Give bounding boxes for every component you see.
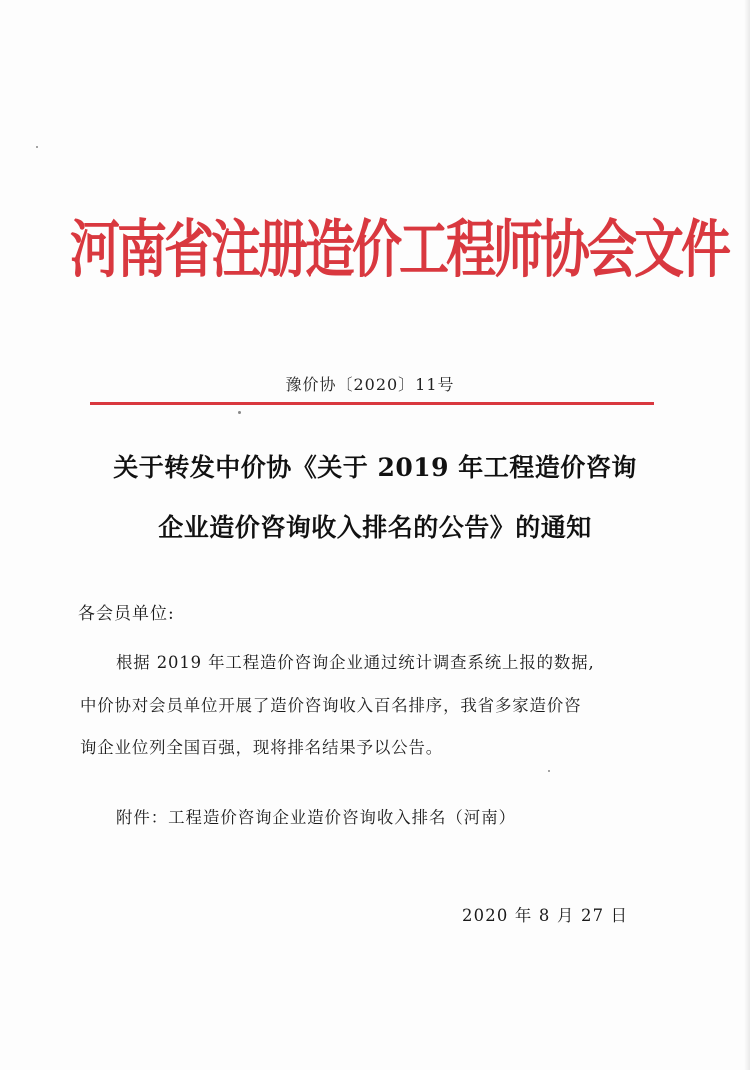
scan-speck <box>36 146 38 148</box>
body-line-2: 中价协对会员单位开展了造价咨询收入百名排序，我省多家造价咨 <box>80 695 582 715</box>
page-edge-shadow <box>744 0 750 1070</box>
document-title-line-2: 企业造价咨询收入排名的公告》的通知 <box>158 513 592 542</box>
issue-date: 2020 年 8 月 27 日 <box>462 906 629 925</box>
body-line-1: 根据 2019 年工程造价咨询企业通过统计调查系统上报的数据, <box>116 653 595 672</box>
body-line-3: 询企业位列全国百强，现将排名结果予以公告。 <box>80 738 444 757</box>
scan-speck <box>238 411 241 414</box>
salutation: 各会员单位: <box>78 604 175 624</box>
red-divider-rule <box>90 402 654 405</box>
document-number: 豫价协〔2020〕11号 <box>285 375 455 394</box>
issuer-header-title: 河南省注册造价工程师协会文件 <box>70 213 728 286</box>
attachment-line: 附件：工程造价咨询企业造价咨询收入排名（河南） <box>116 808 516 827</box>
scan-speck <box>548 770 550 772</box>
document-title-line-1: 关于转发中价协《关于 2019 年工程造价咨询 <box>113 453 637 482</box>
body-paragraph <box>80 642 670 770</box>
